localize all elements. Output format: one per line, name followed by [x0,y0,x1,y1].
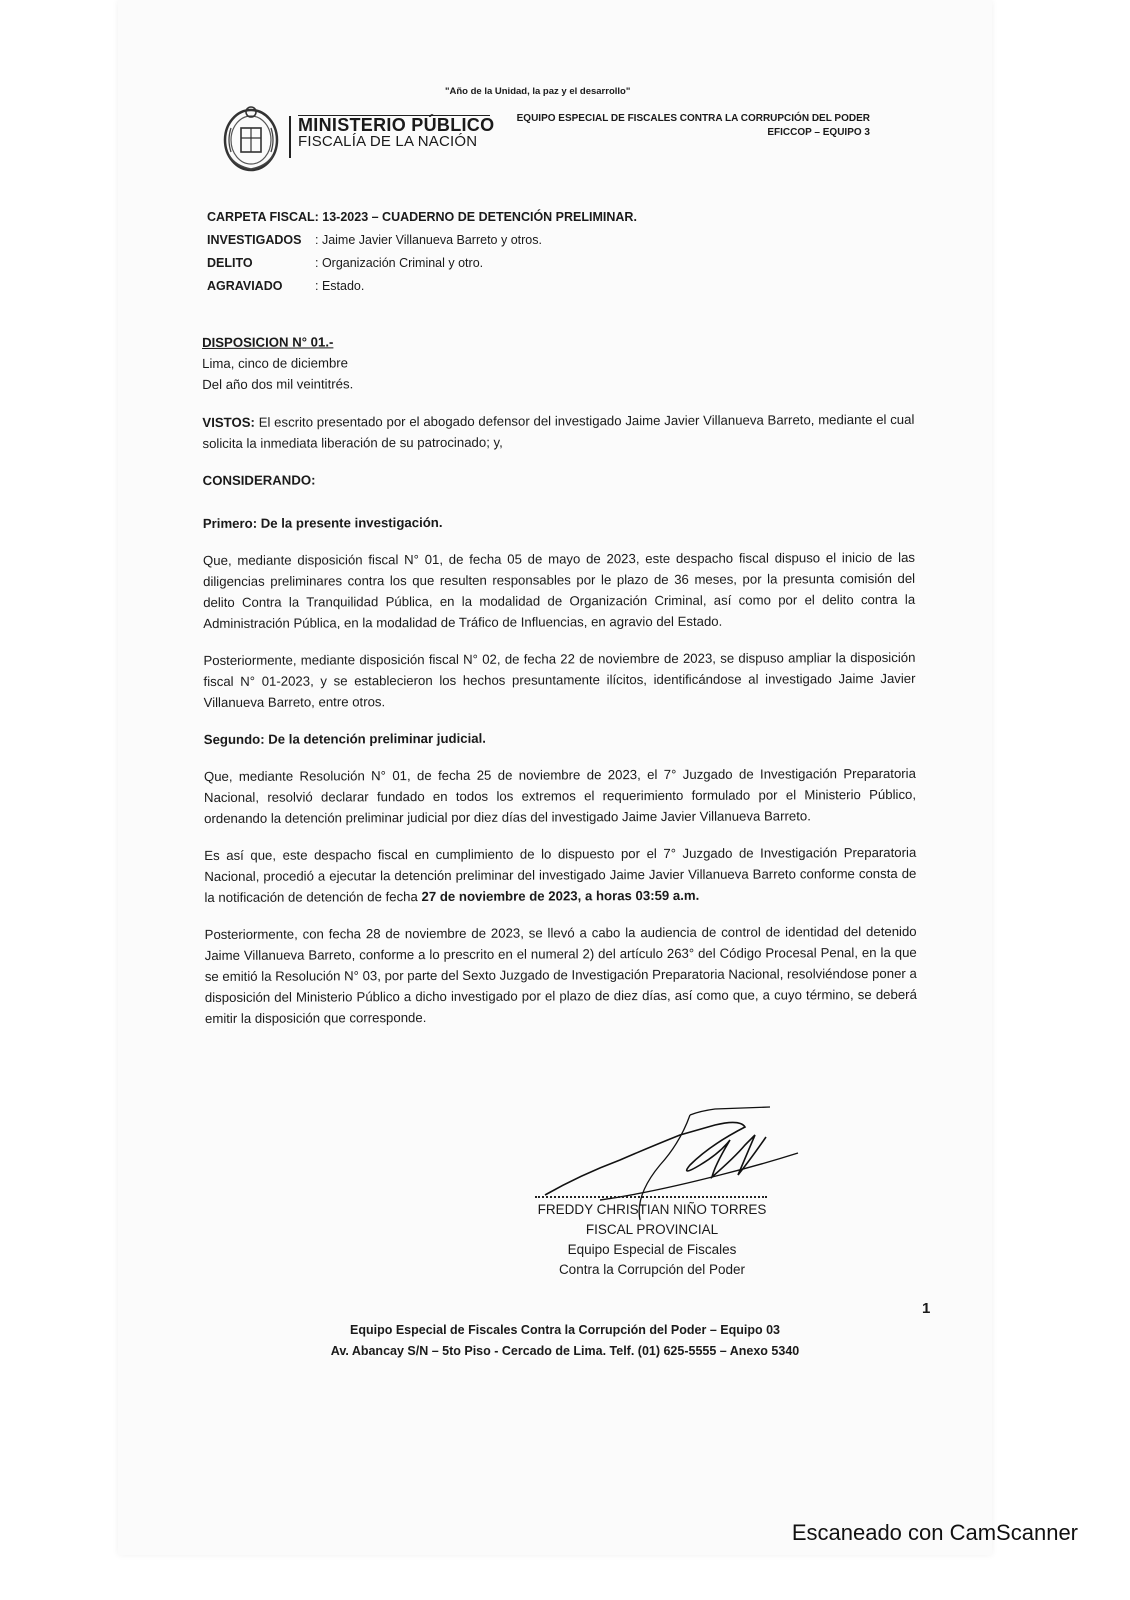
case-value: : Jaime Javier Villanueva Barreto y otros. [315,233,542,247]
page-number: 1 [922,1300,931,1317]
footer-line-2: Av. Abancay S/N – 5to Piso - Cercado de Lima. Telf. (01) 625-5555 – Anexo 5340 [330,1344,800,1358]
signature-block [530,1200,774,1280]
paragraph-4 [204,842,916,908]
footer-line-1: Equipo Especial de Fiscales Contra la Corrupción del Poder – Equipo 03 [350,1323,780,1337]
national-coat-of-arms-seal [221,100,281,174]
camscanner-watermark: Escaneado con CamScanner [791,1520,1078,1545]
disposition-title-block [202,329,914,395]
signer-name: FREDDY CHRISTIAN NIÑO TORRES [537,1202,767,1217]
vistos-text: El escrito presentado por el abogado defensor del investigado Jaime Javier Villanueva Barreto, mediante el cual solicita la inmediata liberación de su patrocinado; y, [202,411,915,451]
place-date: Lima, cinco de diciembre [202,355,349,371]
paragraph-2: Posteriormente, mediante disposición fiscal N° 02, de fecha 22 de noviembre de 2023, se dispuso ampliar la disposición fiscal N° 01-2023, y se establecieron los hechos presuntamente ilícitos, identificándose al investigado Jaime Javier Villanueva Barreto, entre otros. [203,649,916,710]
segundo-heading: Segundo: De la detención preliminar judicial. [203,730,486,747]
team-code: EFICCOP – EQUIPO 3 [767,127,870,138]
paragraph-4-text: Es así que, este despacho fiscal en cumplimiento de lo dispuesto por el 7° Juzgado de Investigación Preparatoria Nacional, procedió a ejecutar la detención preliminar del investigado Jaime Javier Villanueva Barreto conforme consta de la notificación de detención de fecha [204,844,917,905]
case-row [207,252,637,275]
ministerio-publico-title: MINISTERIO PÚBLICO [298,115,495,135]
disposition-title: DISPOSICION N° 01.- [202,334,334,350]
case-value: : Organización Criminal y otro. [315,256,484,270]
signature-dotted-line [535,1196,767,1198]
case-label: DELITO [207,256,253,270]
signer-unit-2: Contra la Corrupción del Poder [558,1262,746,1277]
team-header [517,112,870,140]
carpeta-fiscal: CARPETA FISCAL: 13-2023 – CUADERNO DE DETENCIÓN PRELIMINAR. [207,210,637,224]
page-footer [250,1320,880,1362]
case-value: : Estado. [315,279,365,293]
case-label: AGRAVIADO [207,279,283,293]
logo-divider [289,116,291,158]
paragraph-1: Que, mediante disposición fiscal N° 01, de fecha 05 de mayo de 2023, este despacho fiscal dispuso el inicio de las diligencias preliminares contra los que resulten responsables por le plazo de 36 meses, por la presunta comisión del delito Contra la Tranquilidad Pública, en la modalidad de Organización Criminal, así como por el delito contra la Administración Pública, en la modalidad de Tráfico de Influencias, en agravio del Estado. [202,549,916,631]
considerando-heading: CONSIDERANDO: [202,472,316,488]
vistos-paragraph [202,409,914,454]
team-name: EQUIPO ESPECIAL DE FISCALES CONTRA LA CORRUPCIÓN DEL PODER [516,113,870,124]
case-label: INVESTIGADOS [207,233,302,247]
paragraph-4-date: 27 de noviembre de 2023, a horas 03:59 a.m. [421,887,700,905]
case-row [207,229,637,252]
year-line: Del año dos mil veintitrés. [202,376,354,392]
motto-text: "Año de la Unidad, la paz y el desarrollo" [445,86,631,97]
signer-unit-1: Equipo Especial de Fiscales [567,1242,737,1257]
disposition-body [202,329,917,1045]
paragraph-5: Posteriormente, con fecha 28 de noviembre de 2023, se llevó a cabo la audiencia de control de identidad del detenido Jaime Villanueva Barreto, conforme a lo prescrito en el numeral 2) del artículo 263° del Código Procesal Penal, en la que se emitió la Resolución N° 03, por parte del Sexto Juzgado de Investigación Preparatoria Nacional, resolviéndose poner a disposición del Ministerio Público a dicho investigado por el plazo de diez días, así como que, a cuyo término, se deberá emitir la disposición que corresponde. [204,923,917,1026]
primero-heading: Primero: De la presente investigación. [202,514,443,531]
paragraph-3: Que, mediante Resolución N° 01, de fecha 25 de noviembre de 2023, el 7° Juzgado de Investigación Preparatoria Nacional, resolvió declarar fundado en todos los extremos el requerimiento formulado por el Ministerio Público, ordenando la detención preliminar judicial por diez días del investigado Jaime Javier Villanueva Barreto. [203,765,917,826]
case-info [207,206,637,298]
fiscalia-subtitle: FISCALÍA DE LA NACIÓN [298,133,478,150]
case-row [207,275,637,298]
signer-role: FISCAL PROVINCIAL [585,1222,719,1237]
vistos-label: VISTOS: [202,414,255,430]
